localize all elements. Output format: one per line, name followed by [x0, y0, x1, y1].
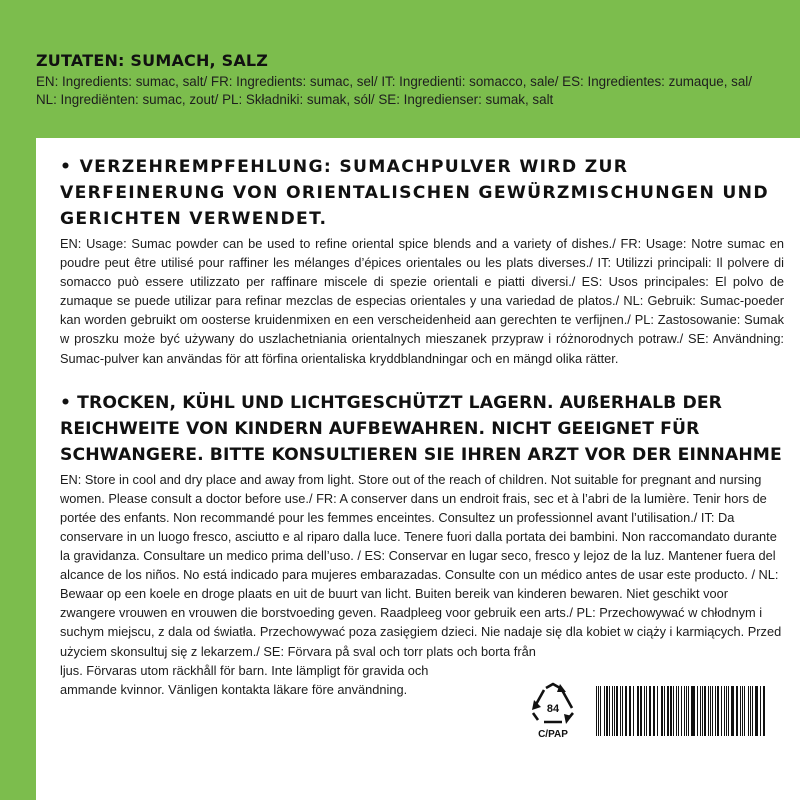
usage-translations: EN: Usage: Sumac powder can be used to refine oriental spice blends and a variety of dishes./ FR: Usage: Notre sumac en poudre peut être utilisé pour raffiner les mélanges d’épices orientales ou les plats diverses./ IT: Utilizzi principali: Il polvere di somacco può essere utilizzato per raffinare miscele di spezie orientali e piatti diversi./ ES: Usos principales: El polvo de zumaque se puede utilizar para refinar mezclas de especias orientales y una variedad de platos./ NL: Gebruik: Sumac-poeder kan worden gebruikt om oosterse kruidenmixen en een verscheidenheid aan gerechten te verfijnen./ PL: Zastosowanie: Sumak w proszku może być używany do uszlachetniania orientalnych mieszanek przypraw i różnorodnych potraw./ SE: Användning: Sumac-pulver kan användas för att förfina orientaliska kryddblandningar och en mängd olika rätter. [60, 236, 784, 366]
storage-heading: • TROCKEN, KÜHL UND LICHTGESCHÜTZT LAGERN. AUßERHALB DER REICHWEITE VON KINDERN AUFBEWAHREN. NICHT GEEIGNET FÜR SCHWANGERE. BITTE KONSULTIEREN SIE IHREN ARZT VOR DER EINNAHME [60, 392, 782, 465]
info-panel-content [60, 154, 784, 699]
storage-translations [60, 470, 784, 699]
storage-text-tail-1: ljus. Förvaras utom räckhåll för barn. Inte lämpligt för gravida och [60, 662, 429, 678]
barcode [596, 686, 766, 736]
barcode-bar [708, 686, 709, 736]
barcode-bar [609, 686, 610, 736]
barcode-bar [728, 686, 729, 736]
barcode-bar [710, 686, 711, 736]
recycle-number: 84 [546, 703, 560, 715]
barcode-bar [596, 686, 597, 736]
barcode-bar [688, 686, 689, 736]
barcode-bar [630, 686, 631, 736]
barcode-bar [604, 686, 605, 736]
info-panel [36, 138, 800, 800]
barcode-bar [721, 686, 722, 736]
barcode-bar [750, 686, 751, 736]
barcode-bar [757, 686, 758, 736]
ingredients-heading: ZUTATEN: SUMACH, SALZ [36, 51, 269, 70]
recycle-label: C/PAP [538, 729, 568, 740]
barcode-bar [598, 686, 599, 736]
barcode-bar [620, 686, 621, 736]
barcode-bar [691, 686, 693, 736]
barcode-bar [763, 686, 765, 736]
barcode-bar [649, 686, 651, 736]
barcode-bar [625, 686, 627, 736]
barcode-bar [748, 686, 749, 736]
barcode-bar [694, 686, 695, 736]
storage-text-tail-2: ammande kvinnor. Vänligen kontakta läkare före användning. [60, 681, 408, 697]
section-gap [60, 368, 784, 390]
barcode-bar [726, 686, 727, 736]
barcode-bar [681, 686, 682, 736]
barcode-bar [670, 686, 671, 736]
barcode-bar [667, 686, 669, 736]
usage-heading: • VERZEHREMPFEHLUNG: SUMACHPULVER WIRD ZUR VERFEINERUNG VON ORIENTALISCHEN GEWÜRZMISCHUNGEN UND GERICHTEN VERWENDET. [60, 157, 769, 229]
ingredients-section [36, 50, 776, 109]
barcode-bar [736, 686, 738, 736]
barcode-bar [638, 686, 639, 736]
barcode-bar [654, 686, 655, 736]
barcode-bar [640, 686, 641, 736]
barcode-bar [724, 686, 725, 736]
barcode-bar [678, 686, 679, 736]
barcode-bar [616, 686, 617, 736]
barcode-bar [686, 686, 687, 736]
barcode-bar [646, 686, 647, 736]
barcode-bar [657, 686, 658, 736]
barcode-bar [622, 686, 623, 736]
barcode-bar [697, 686, 698, 736]
storage-text-main: EN: Store in cool and dry place and away from light. Store out of the reach of children. Not suitable for pregnant and nursing women. Please consult a doctor before use./ FR: A conserver dans un endroit frais, sec et à l’abri de la lumière. Tenir hors de portée des enfants. Non recommandé pour les femmes enceintes. Consultez un professionnel avant l’utilisation./ IT: Da conservare in un luogo fresco, asciutto e al riparo dalla luce. Tenere fuori dalla portata dei bambini. Non raccomandato durante la gravidanza. Consultare un medico prima dell’uso. / ES: Conservar en lugar seco, fresco y lejoz de la luz. Mantener fuera del alcance de los niños. No está indicado para mujeres embarazadas. Consulte con un médico antes de usar este producto. / NL: Bewaar op een koele en droge plaats en uit de buurt van licht. Buiten bereik van kinderen bewaren. Niet geschikt voor zwangere vrouwen en vrouwen die borstvoeding geven. Raadpleeg voor gebruik een arts./ PL: Przechowywać w chłodnym i suchym miejscu, z dala od światła. Przechowywać poza zasięgiem dzieci. Nie nadaje się dla kobiet w ciąży i karmiących. Przed użyciem skonsultuj się z lekarzem./ SE: Förvara på sval och torr plats och borta från [60, 471, 782, 659]
barcode-bar [673, 686, 674, 736]
barcode-bar [731, 686, 732, 736]
barcode-bar [760, 686, 761, 736]
barcode-bar [702, 686, 703, 736]
barcode-bar [704, 686, 705, 736]
barcode-bar [752, 686, 753, 736]
barcode-bar [684, 686, 685, 736]
barcode-bar [717, 686, 719, 736]
barcode-bar [662, 686, 663, 736]
barcode-bar [664, 686, 665, 736]
barcode-bar [733, 686, 734, 736]
barcode-bar [644, 686, 645, 736]
barcode-bar [614, 686, 615, 736]
barcode-bar [742, 686, 743, 736]
barcode-bar [755, 686, 756, 736]
barcode-bar [606, 686, 608, 736]
barcode-bar [633, 686, 634, 736]
barcode-bar [712, 686, 713, 736]
barcode-bar [600, 686, 601, 736]
ingredients-translations: EN: Ingredients: sumac, salt/ FR: Ingredients: sumac, sel/ IT: Ingredienti: somacco, sale/ ES: Ingredientes: zumaque, sal/ NL: Ingrediënten: sumac, zout/ PL: Składniki: sumak, sól/ SE: Ingredienser: sumak, salt [36, 74, 752, 107]
recycle-triangle-icon [522, 680, 584, 742]
barcode-bar [744, 686, 745, 736]
